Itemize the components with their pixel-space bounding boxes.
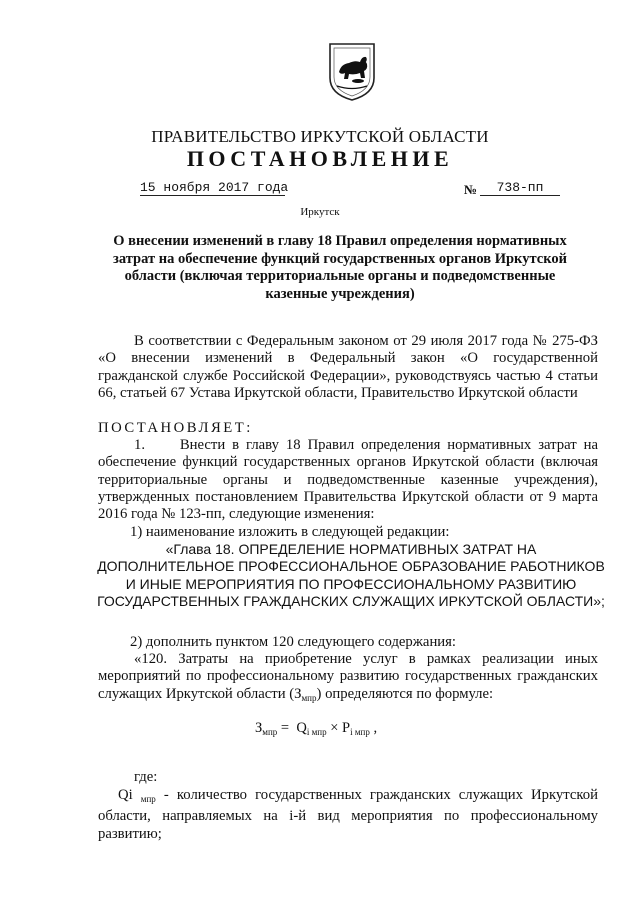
qi-subscript: мпр: [140, 794, 156, 804]
chapter-18-new-title: «Глава 18. ОПРЕДЕЛЕНИЕ НОРМАТИВНЫХ ЗАТРАТ НА ДОПОЛНИТЕЛЬНОЕ ПРОФЕССИОНАЛЬНОЕ ОБРАЗОВАНИЕ РАБОТНИКОВ И ИНЫЕ МЕРОПРИЯТИЯ ПО ПРОФЕССИОНАЛЬНОМУ РАЗВИТИЮ ГОСУДАРСТВЕННЫХ ГРАЖДАНСКИХ СЛУЖАЩИХ ИРКУТСКОЙ ОБЛАСТИ»;: [97, 541, 605, 609]
irkutsk-coat-of-arms-icon: [327, 42, 377, 102]
item-120-paragraph: [98, 651, 598, 707]
formula-q: Q: [296, 720, 307, 736]
formula-lhs: З: [255, 720, 263, 736]
government-name: ПРАВИТЕЛЬСТВО ИРКУТСКОЙ ОБЛАСТИ: [151, 127, 489, 146]
qi-definition: [98, 787, 598, 843]
qi-symbol: Qi: [118, 787, 133, 803]
document-title: О внесении изменений в главу 18 Правил определения нормативных затрат на обеспечение функций государственных органов Иркутской области (включая территориальные органы и подведомственные казенные учреждения): [113, 233, 567, 302]
formula-lhs-sub: мпр: [262, 727, 278, 737]
qi-definition-text: - количество государственных гражданских служащих Иркутской области, направляемых на i-й вид мероприятия по профессиональному развитию;: [98, 787, 598, 842]
formula-times: ×: [326, 720, 343, 736]
where-label: где:: [134, 769, 158, 785]
formula-tail: ,: [369, 720, 378, 736]
item-120-text-end: ) определяются по формуле:: [316, 685, 494, 702]
formula: [255, 720, 377, 737]
item-120-subscript: мпр: [301, 692, 317, 703]
resolves-heading: ПОСТАНОВЛЯЕТ:: [98, 420, 253, 436]
city: Иркутск: [300, 206, 340, 218]
preamble-paragraph: В соответствии с Федеральным законом от 29 июля 2017 года № 275-ФЗ «О внесении изменений в Федеральный закон «О государственной гражданской службе Российской Федерации», руководствуясь частью 4 статьи 66, статьей 67 Устава Иркутской области, Правительство Иркутской области: [98, 333, 598, 401]
number-sign: №: [464, 182, 478, 197]
item-1-paragraph: 1. Внести в главу 18 Правил определения нормативных затрат на обеспечение функций государственных органов Иркутской области (включая территориальные органы и подведомственные казенные учреждения), утвержденных постановлением Правительства Иркутской области от 9 марта 2016 года № 123-пп, следующие изменения:: [98, 437, 602, 523]
subitem-1: 1) наименование изложить в следующей редакции:: [130, 524, 450, 540]
subitem-2: 2) дополнить пунктом 120 следующего содержания:: [130, 634, 456, 650]
formula-q-sub: i мпр: [306, 727, 327, 737]
formula-p: P: [342, 720, 351, 736]
document-type: ПОСТАНОВЛЕНИЕ: [186, 146, 454, 171]
formula-equals: =: [277, 720, 297, 736]
item-120-text: «120. Затраты на приобретение услуг в рамках реализации иных мероприятий по профессиональному развитию государственных гражданских служащих Иркутской области (З: [98, 651, 598, 702]
document-number: 738-пп: [480, 180, 560, 196]
formula-p-sub: i мпр: [350, 727, 370, 737]
document-date: 15 ноября 2017 года: [140, 180, 289, 195]
